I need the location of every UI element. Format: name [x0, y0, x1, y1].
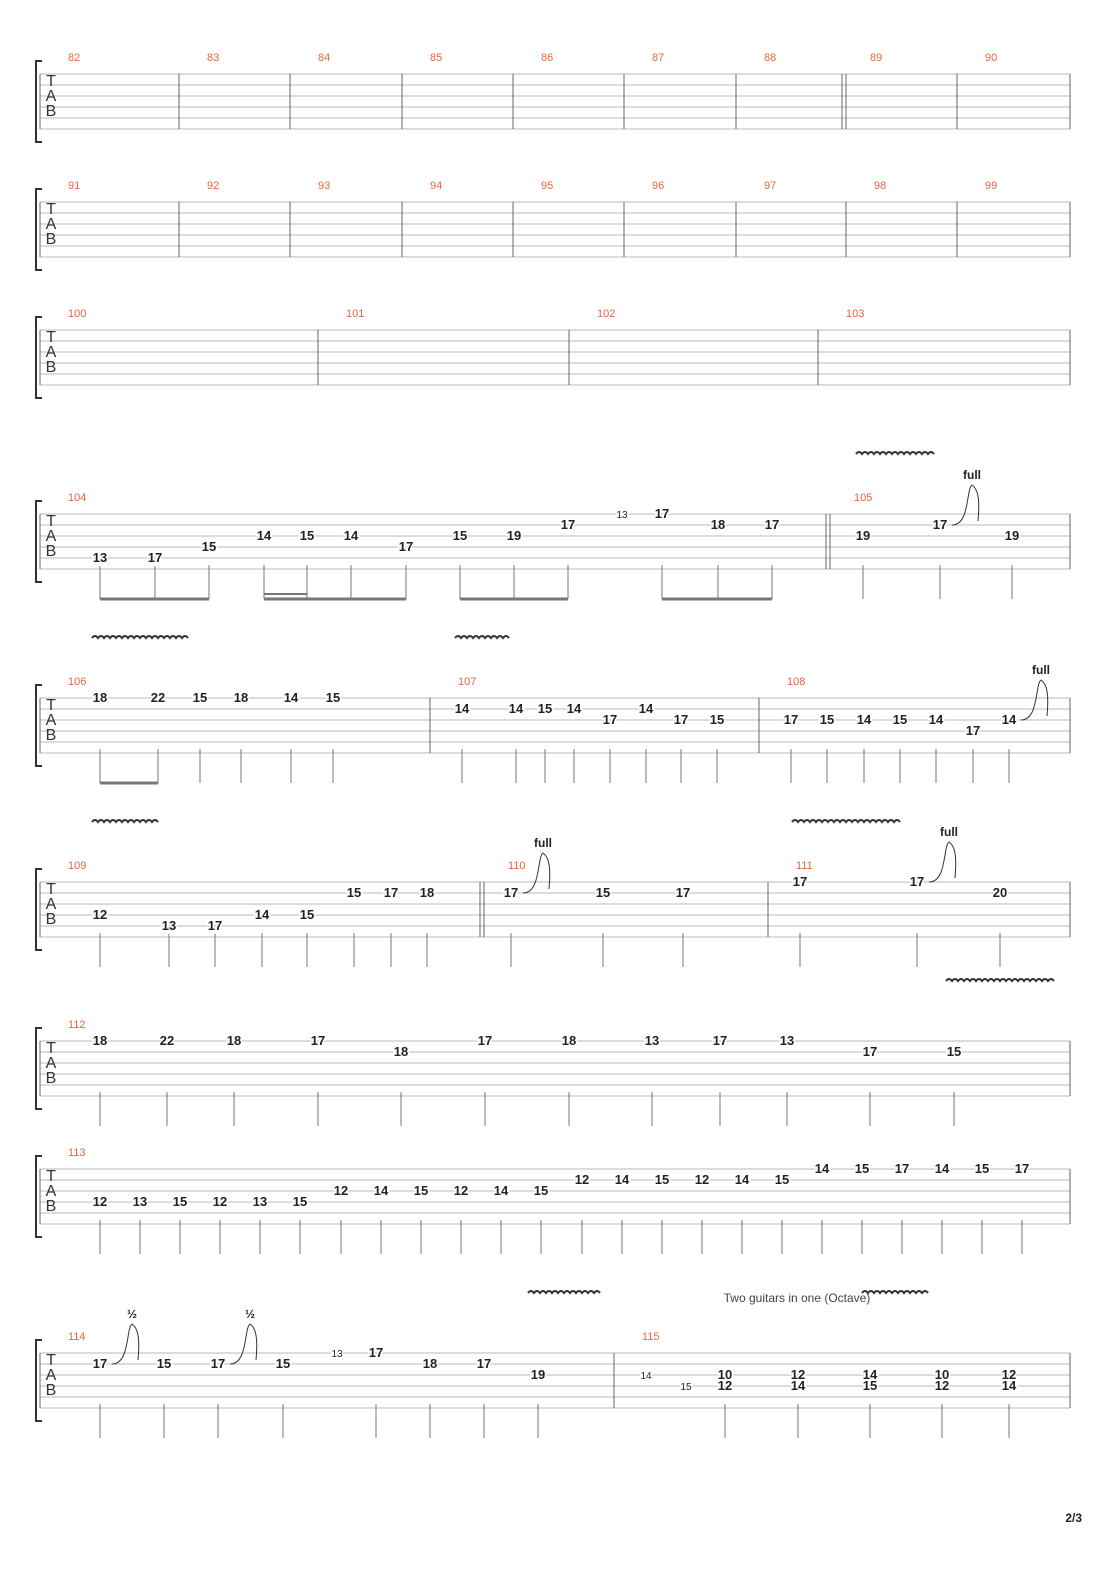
- measure-number: 114: [68, 1331, 86, 1343]
- measure-number: 112: [68, 1019, 86, 1031]
- system-bracket: [36, 869, 42, 950]
- grace-note: 15: [680, 1382, 692, 1393]
- fret-number: 19: [855, 528, 871, 543]
- fret-number: 17: [383, 885, 399, 900]
- tab-clef-letter: B: [45, 231, 57, 248]
- tab-clef-letter: A: [45, 216, 57, 233]
- fret-number: 17: [92, 1356, 108, 1371]
- bend-arrow: [112, 1324, 139, 1364]
- fret-number: 14: [638, 701, 654, 716]
- fret-number: 17: [932, 517, 948, 532]
- measure-number: 92: [207, 180, 220, 192]
- fret-number: 13: [644, 1033, 660, 1048]
- fret-number: 17: [560, 517, 576, 532]
- grace-note: 13: [331, 1349, 343, 1360]
- system-bracket: [36, 317, 42, 398]
- fret-number: 15: [156, 1356, 172, 1371]
- fret-number: 14: [254, 907, 270, 922]
- vibrato-line: [856, 452, 934, 454]
- fret-number: 17: [654, 506, 670, 521]
- fret-number: 12: [717, 1378, 733, 1393]
- vibrato-line: [862, 1291, 928, 1293]
- fret-number: 12: [333, 1183, 349, 1198]
- fret-number: 15: [299, 528, 315, 543]
- tab-clef-letter: B: [45, 103, 57, 120]
- measure-number: 104: [68, 492, 87, 504]
- fret-number: 15: [172, 1194, 188, 1209]
- fret-number: 19: [506, 528, 522, 543]
- fret-number: 19: [530, 1367, 546, 1382]
- fret-number: 15: [654, 1172, 670, 1187]
- vibrato-line: [92, 820, 158, 822]
- measure-number: 105: [854, 492, 873, 504]
- fret-number: 17: [712, 1033, 728, 1048]
- bend-label: full: [534, 836, 552, 850]
- measure-number: 107: [458, 676, 477, 688]
- bend-arrow: [929, 842, 956, 882]
- fret-number: 12: [574, 1172, 590, 1187]
- fret-number: 22: [150, 690, 166, 705]
- fret-number: 17: [965, 723, 981, 738]
- fret-number: 13: [779, 1033, 795, 1048]
- fret-number: 17: [602, 712, 618, 727]
- tab-clef-letter: B: [45, 1382, 57, 1399]
- tab-clef-letter: A: [45, 88, 57, 105]
- fret-number: 10: [717, 1367, 733, 1382]
- fret-number: 15: [452, 528, 468, 543]
- vibrato-line: [792, 820, 900, 822]
- fret-number: 14: [862, 1367, 878, 1382]
- bend-arrow: [952, 485, 979, 525]
- measure-number: 93: [318, 180, 331, 192]
- system-bracket: [36, 685, 42, 766]
- fret-number: 14: [1001, 1378, 1017, 1393]
- measure-number: 96: [652, 180, 665, 192]
- tab-clef-letter: A: [45, 528, 57, 545]
- bend-arrow: [1021, 680, 1048, 720]
- tab-clef-letter: T: [46, 697, 56, 714]
- fret-number: 17: [207, 918, 223, 933]
- fret-number: 15: [862, 1378, 878, 1393]
- fret-number: 14: [790, 1378, 806, 1393]
- fret-number: 15: [275, 1356, 291, 1371]
- measure-number: 85: [430, 52, 443, 64]
- fret-number: 18: [226, 1033, 242, 1048]
- measure-number: 109: [68, 860, 87, 872]
- fret-number: 15: [346, 885, 362, 900]
- fret-number: 17: [477, 1033, 493, 1048]
- fret-number: 18: [419, 885, 435, 900]
- fret-number: 22: [159, 1033, 175, 1048]
- fret-number: 14: [734, 1172, 750, 1187]
- tab-clef-letter: T: [46, 73, 56, 90]
- measure-number: 88: [764, 52, 777, 64]
- measure-number: 90: [985, 52, 998, 64]
- measure-number: 98: [874, 180, 887, 192]
- fret-number: 14: [856, 712, 872, 727]
- fret-number: 12: [694, 1172, 710, 1187]
- tab-clef-letter: A: [45, 1367, 57, 1384]
- tab-clef-letter: A: [45, 1055, 57, 1072]
- fret-number: 14: [256, 528, 272, 543]
- tab-clef-letter: A: [45, 344, 57, 361]
- fret-number: 15: [537, 701, 553, 716]
- fret-number: 15: [201, 539, 217, 554]
- tab-clef-letter: T: [46, 201, 56, 218]
- fret-number: 17: [909, 874, 925, 889]
- fret-number: 18: [710, 517, 726, 532]
- fret-number: 14: [493, 1183, 509, 1198]
- system-bracket: [36, 1028, 42, 1109]
- tab-clef-letter: T: [46, 513, 56, 530]
- fret-number: 12: [92, 1194, 108, 1209]
- measure-number: 94: [430, 180, 443, 192]
- fret-number: 12: [934, 1378, 950, 1393]
- octave-annotation: Two guitars in one (Octave): [723, 1291, 871, 1305]
- bend-label: ½: [244, 1307, 256, 1321]
- measure-number: 87: [652, 52, 665, 64]
- tab-clef-letter: T: [46, 1040, 56, 1057]
- fret-number: 17: [310, 1033, 326, 1048]
- fret-number: 20: [992, 885, 1008, 900]
- fret-number: 15: [292, 1194, 308, 1209]
- measure-number: 100: [68, 308, 87, 320]
- tab-clef-letter: A: [45, 896, 57, 913]
- fret-number: 14: [934, 1161, 950, 1176]
- fret-number: 17: [675, 885, 691, 900]
- measure-number: 113: [68, 1147, 86, 1159]
- fret-number: 13: [132, 1194, 148, 1209]
- tab-clef-letter: B: [45, 543, 57, 560]
- tab-clef-letter: T: [46, 1168, 56, 1185]
- fret-number: 10: [934, 1367, 950, 1382]
- fret-number: 15: [413, 1183, 429, 1198]
- fret-number: 17: [476, 1356, 492, 1371]
- fret-number: 18: [233, 690, 249, 705]
- measure-number: 110: [508, 860, 526, 872]
- measure-number: 83: [207, 52, 220, 64]
- grace-note: 14: [640, 1371, 652, 1382]
- fret-number: 15: [595, 885, 611, 900]
- measure-number: 102: [597, 308, 616, 320]
- fret-number: 14: [614, 1172, 630, 1187]
- fret-number: 13: [252, 1194, 268, 1209]
- fret-number: 15: [325, 690, 341, 705]
- measure-number: 108: [787, 676, 806, 688]
- fret-number: 12: [453, 1183, 469, 1198]
- fret-number: 17: [894, 1161, 910, 1176]
- fret-number: 14: [566, 701, 582, 716]
- fret-number: 15: [299, 907, 315, 922]
- fret-number: 15: [854, 1161, 870, 1176]
- fret-number: 17: [862, 1044, 878, 1059]
- fret-number: 18: [561, 1033, 577, 1048]
- vibrato-line: [92, 636, 188, 638]
- bend-label: full: [940, 825, 958, 839]
- tab-clef-letter: T: [46, 881, 56, 898]
- bend-arrow: [523, 853, 550, 893]
- fret-number: 17: [673, 712, 689, 727]
- fret-number: 14: [508, 701, 524, 716]
- tab-clef-letter: A: [45, 712, 57, 729]
- fret-number: 17: [398, 539, 414, 554]
- bend-label: full: [1032, 663, 1050, 677]
- fret-number: 17: [503, 885, 519, 900]
- fret-number: 14: [373, 1183, 389, 1198]
- tab-clef-letter: B: [45, 727, 57, 744]
- fret-number: 18: [422, 1356, 438, 1371]
- fret-number: 17: [210, 1356, 226, 1371]
- fret-number: 15: [946, 1044, 962, 1059]
- tab-clef-letter: B: [45, 1070, 57, 1087]
- system-bracket: [36, 1340, 42, 1421]
- measure-number: 91: [68, 180, 81, 192]
- fret-number: 17: [764, 517, 780, 532]
- fret-number: 14: [454, 701, 470, 716]
- measure-number: 97: [764, 180, 777, 192]
- system-bracket: [36, 61, 42, 142]
- fret-number: 12: [1001, 1367, 1017, 1382]
- system-bracket: [36, 501, 42, 582]
- page-number: 2/3: [1065, 1511, 1082, 1525]
- tab-clef-letter: A: [45, 1183, 57, 1200]
- measure-number: 82: [68, 52, 81, 64]
- vibrato-line: [946, 979, 1054, 981]
- measure-number: 89: [870, 52, 883, 64]
- fret-number: 14: [343, 528, 359, 543]
- fret-number: 13: [92, 550, 108, 565]
- bend-label: ½: [126, 1307, 138, 1321]
- bend-arrow: [230, 1324, 257, 1364]
- bend-label: full: [963, 468, 981, 482]
- measure-number: 86: [541, 52, 554, 64]
- fret-number: 13: [161, 918, 177, 933]
- measure-number: 99: [985, 180, 998, 192]
- tab-clef-letter: B: [45, 911, 57, 928]
- tab-clef-letter: B: [45, 1198, 57, 1215]
- fret-number: 17: [147, 550, 163, 565]
- measure-number: 84: [318, 52, 331, 64]
- vibrato-line: [455, 636, 509, 638]
- fret-number: 15: [192, 690, 208, 705]
- fret-number: 15: [974, 1161, 990, 1176]
- fret-number: 12: [92, 907, 108, 922]
- fret-number: 15: [774, 1172, 790, 1187]
- fret-number: 15: [709, 712, 725, 727]
- measure-number: 106: [68, 676, 87, 688]
- measure-number: 111: [796, 860, 813, 872]
- system-bracket: [36, 1156, 42, 1237]
- fret-number: 14: [928, 712, 944, 727]
- fret-number: 15: [819, 712, 835, 727]
- measure-number: 103: [846, 308, 865, 320]
- tab-clef-letter: T: [46, 329, 56, 346]
- fret-number: 17: [1014, 1161, 1030, 1176]
- tab-clef-letter: B: [45, 359, 57, 376]
- measure-number: 101: [346, 308, 365, 320]
- fret-number: 17: [783, 712, 799, 727]
- fret-number: 18: [92, 690, 108, 705]
- fret-number: 14: [1001, 712, 1017, 727]
- grace-note: 13: [616, 510, 628, 521]
- fret-number: 17: [368, 1345, 384, 1360]
- fret-number: 12: [790, 1367, 806, 1382]
- fret-number: 14: [283, 690, 299, 705]
- fret-number: 14: [814, 1161, 830, 1176]
- tab-clef-letter: T: [46, 1352, 56, 1369]
- fret-number: 15: [533, 1183, 549, 1198]
- measure-number: 115: [642, 1331, 660, 1343]
- fret-number: 18: [92, 1033, 108, 1048]
- fret-number: 15: [892, 712, 908, 727]
- measure-number: 95: [541, 180, 554, 192]
- fret-number: 18: [393, 1044, 409, 1059]
- fret-number: 19: [1004, 528, 1020, 543]
- fret-number: 17: [792, 874, 808, 889]
- fret-number: 12: [212, 1194, 228, 1209]
- system-bracket: [36, 189, 42, 270]
- vibrato-line: [528, 1291, 600, 1293]
